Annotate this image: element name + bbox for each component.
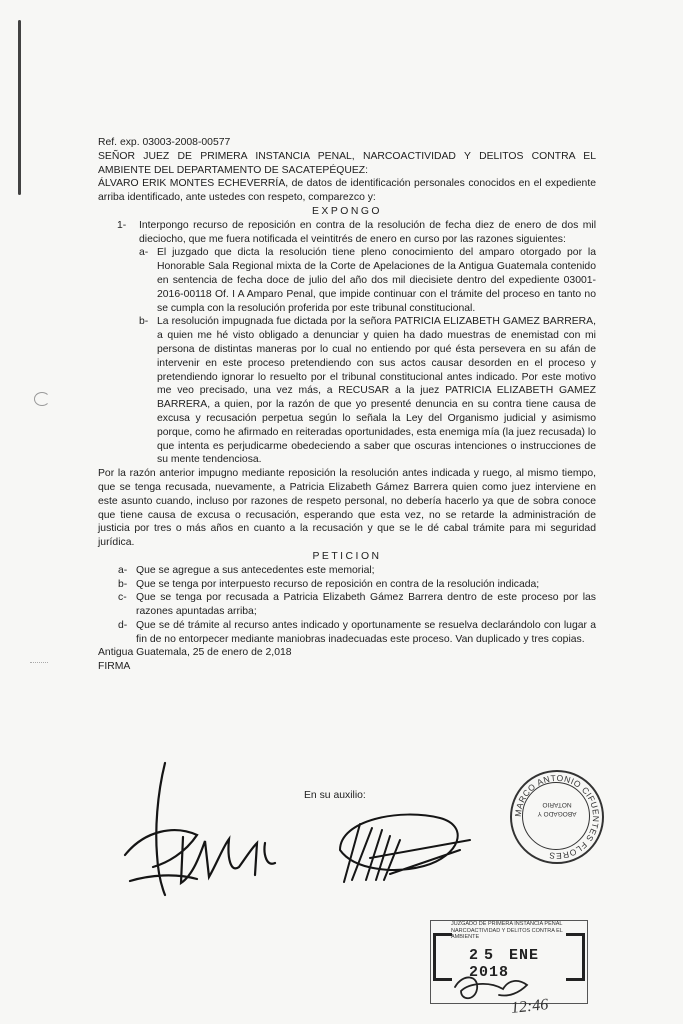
subitem-b-label: b- [139, 316, 149, 328]
notary-ring-text: MARCO ANTONIO CIFUENTES FLORES [512, 772, 602, 862]
peticion-label: a- [118, 564, 128, 576]
court-received-stamp [430, 920, 588, 1004]
reference-number: Ref. exp. 03003-2008-00577 [98, 137, 231, 148]
handwritten-time: 12:46 [510, 996, 550, 1017]
peticion-text: Que se tenga por interpuesto recurso de reposición en contra de la resolución indicada; [136, 578, 540, 590]
notary-inner-text: ABOGADO Y NOTARIO [537, 801, 577, 817]
peticion-item [98, 619, 596, 647]
item-1 [98, 219, 596, 247]
stamp-month: ENE [509, 947, 540, 964]
scan-smudge [30, 650, 48, 663]
stamp-day: 25 [469, 947, 500, 964]
addressee: SEÑOR JUEZ DE PRIMERA INSTANCIA PENAL, NARCOACTIVIDAD Y DELITOS CONTRA EL AMBIENTE DEL DEPARTAMENTO DE SACATEPÉQUEZ: [98, 150, 596, 176]
closing-paragraph: Por la razón anterior impugno mediante reposición la resolución antes indicada y ruego, al mismo tiempo, que se tenga recusada, nuevamente, a Patricia Elizabeth Gámez Barrera quien como juez interviene en este asunto cuando, incluso por razones de respeto personal, no debería hacerlo ya que de sobra conoce que tiene causa de excusa o recusación, esperando que esta vez, no se retarde la administración de justicia por tres o más años en cuanto a la recusación y que se le dé cabal trámite para mi seguridad jurídica. [98, 468, 596, 549]
peticion-item [98, 578, 596, 592]
subitem-a [139, 246, 596, 315]
subitem-a-label: a- [139, 247, 149, 259]
intro-paragraph: ÁLVARO ERIK MONTES ECHEVERRÍA, de datos de identificación personales conocidos en el expediente arriba identificado, ante ustedes con respeto, comparezco y: [98, 178, 596, 204]
peticion-label: c- [118, 592, 127, 604]
peticion-text: Que se tenga por recusada a Patricia Elizabeth Gámez Barrera dentro de este proceso por las razones apuntadas arriba; [136, 592, 596, 618]
peticion-label: b- [118, 578, 128, 590]
notary-stamp [510, 770, 604, 864]
item-1-text: Interpongo recurso de reposición en contra de la resolución de fecha diez de enero de dos mil dieciocho, que me fuera notificada el veintitrés de enero en curso por las razones siguientes: [139, 219, 596, 245]
subitem-a-text: El juzgado que dicta la resolución tiene pleno conocimiento del amparo otorgado por la Honorable Sala Regional mixta de la Corte de Apelaciones de la Antigua Guatemala contenido en sentencia de fecha doce de julio del año dos mil diecisiete dentro del expediente 03001-2016-00118 Of. I A Amparo Penal, que impide continuar con el trámite del proceso en tanto no se cumpla con la resolución proferida por este tribunal constitucional. [157, 247, 596, 314]
document-body [98, 136, 596, 674]
subitem-b-text: La resolución impugnada fue dictada por la señora PATRICIA ELIZABETH GAMEZ BARRERA, a quien me hé visto obligado a denunciar y quien ha dado muestras de enemistad con mi persona de distintas maneras por lo cual no entiendo por qué ésta persevera en su afán de intervenir en este proceso pretendiendo con sus actos causar desorden en el proceso y pretendiendo ignorar lo resuelto por el tribunal constitucional antes indicado. Por este motivo me veo precisado, una vez más, a RECUSAR a la juez PATRICIA ELIZABETH GAMEZ BARRERA, a quien, por la razón de que yo presenté denuncia en su contra tiene causa de excusa y recusación perpetua según lo señala la Ley del Organismo judicial y asimismo porque, como he afirmado en reiteradas oportunidades, esta enemiga mía (la juez recusada) lo que intenta es perjudicarme obedeciendo a saber que oscuras intenciones o instrucciones de su mente tendenciosa. [157, 316, 596, 466]
peticion-heading: PETICION [312, 550, 382, 562]
peticion-text: Que se dé trámite al recurso antes indicado y oportunamente se resuelva declarándolo con lugar a fin de no entorpecer mediante maniobras inadecuadas este proceso. Van duplicado y tres copias. [136, 619, 596, 645]
stamp-year: 2018 [469, 964, 510, 981]
peticion-label: d- [118, 619, 128, 631]
stamp-bracket [566, 933, 585, 981]
author-signature [105, 755, 290, 905]
peticion-item [98, 591, 596, 619]
firma-label: FIRMA [98, 661, 131, 673]
place-date: Antigua Guatemala, 25 de enero de 2,018 [98, 647, 292, 659]
scan-smudge [34, 392, 50, 406]
svg-text:MARCO ANTONIO CIFUENTES FLORES [513, 773, 601, 861]
item-1-number: 1- [117, 219, 127, 231]
lawyer-signature [320, 800, 480, 890]
subitem-b [139, 315, 596, 467]
peticion-item [98, 564, 596, 578]
scan-edge-mark [18, 20, 21, 195]
item-1-subitems [139, 246, 596, 467]
peticion-text: Que se agregue a sus antecedentes este memorial; [136, 564, 375, 576]
court-stamp-header: JUZGADO DE PRIMERA INSTANCIA PENAL NARCOACTIVIDAD Y DELITOS CONTRA EL AMBIENTE [451, 921, 563, 940]
expongo-heading: EXPONGO [311, 205, 383, 217]
auxilio-label: En su auxilio: [304, 790, 366, 801]
